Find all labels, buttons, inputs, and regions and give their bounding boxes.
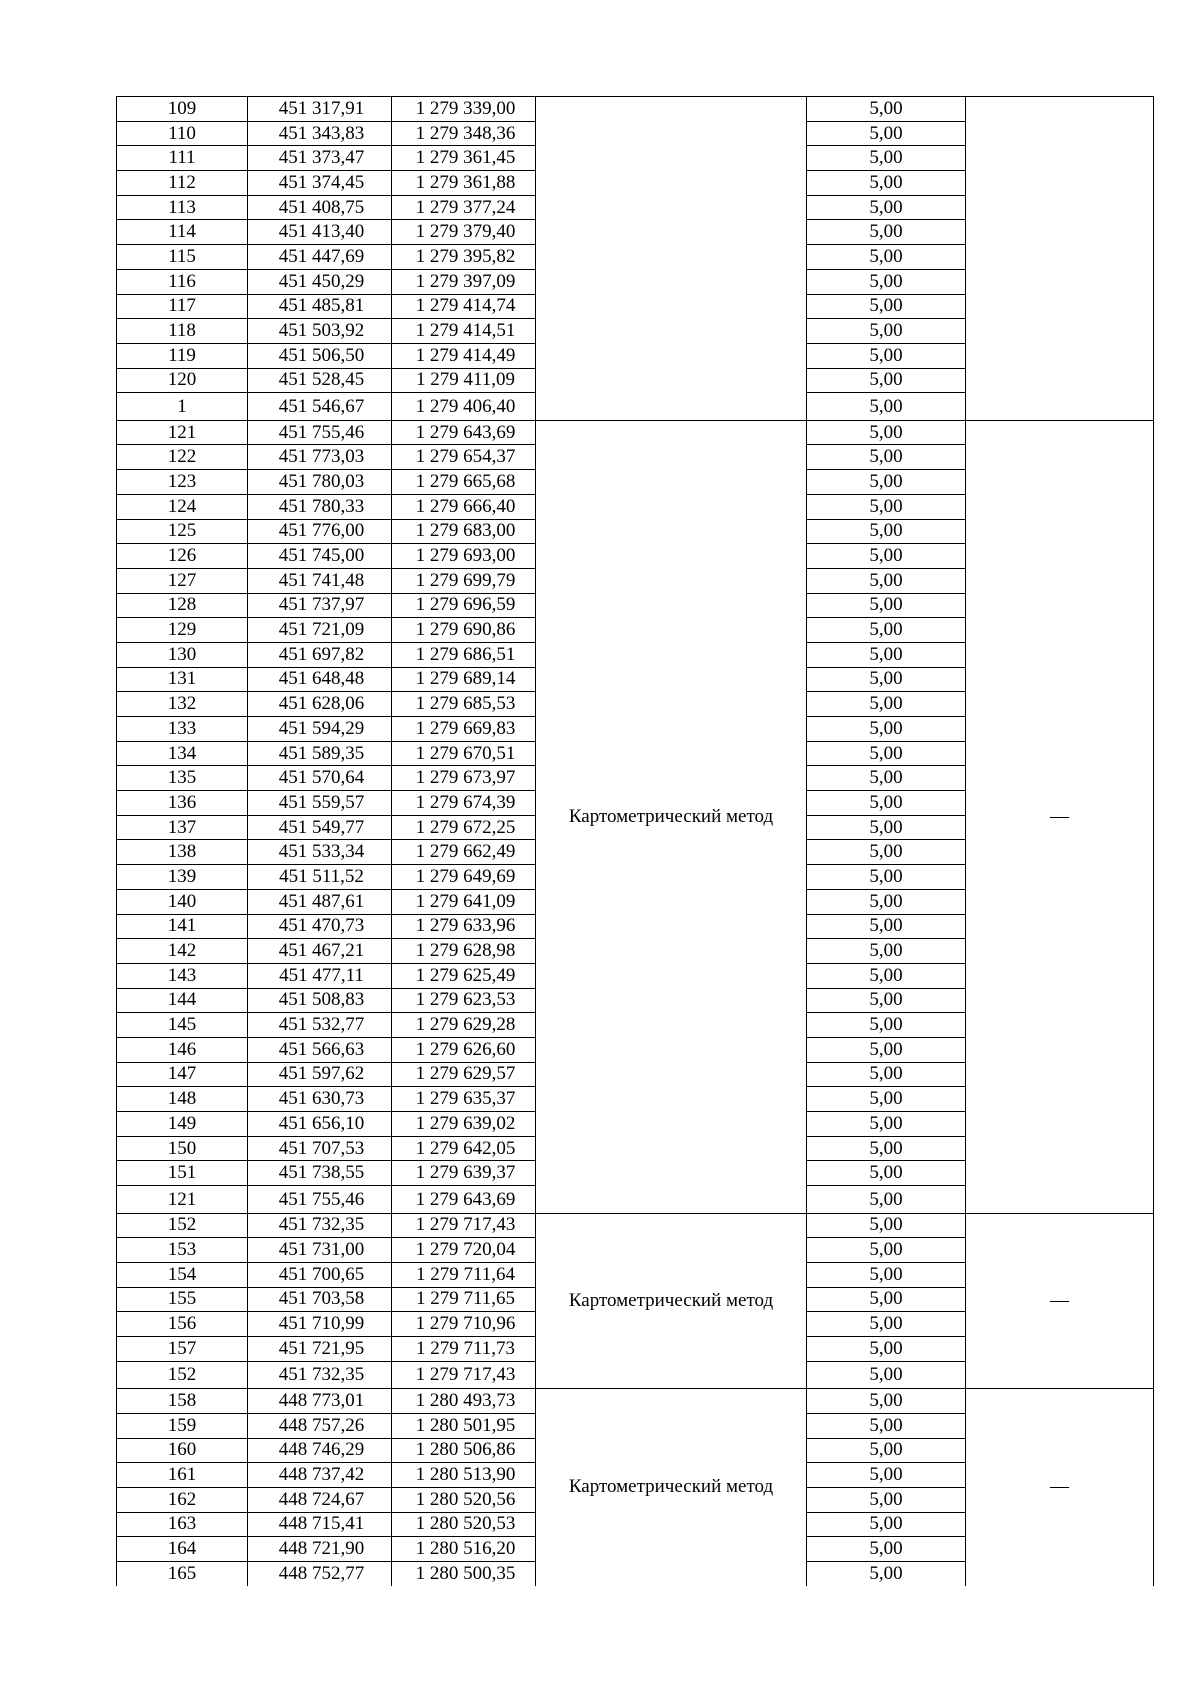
point-number-cell: 112 [117,171,248,196]
y-coordinate-cell: 1 279 635,37 [392,1087,536,1112]
y-coordinate-cell: 1 280 501,95 [392,1413,536,1438]
y-coordinate-cell: 1 280 513,90 [392,1463,536,1488]
point-number-cell: 154 [117,1262,248,1287]
accuracy-cell: 5,00 [807,519,966,544]
accuracy-cell: 5,00 [807,1337,966,1362]
point-number-cell: 143 [117,963,248,988]
point-number-cell: 152 [117,1213,248,1238]
point-number-cell: 159 [117,1413,248,1438]
y-coordinate-cell: 1 279 673,97 [392,766,536,791]
y-coordinate-cell: 1 279 361,45 [392,146,536,171]
point-number-cell: 136 [117,791,248,816]
point-number-cell: 129 [117,618,248,643]
y-coordinate-cell: 1 279 623,53 [392,988,536,1013]
accuracy-cell: 5,00 [807,1136,966,1161]
y-coordinate-cell: 1 279 685,53 [392,692,536,717]
point-number-cell: 162 [117,1487,248,1512]
point-number-cell: 141 [117,914,248,939]
point-number-cell: 111 [117,146,248,171]
accuracy-cell: 5,00 [807,470,966,495]
y-coordinate-cell: 1 279 414,74 [392,294,536,319]
x-coordinate-cell: 451 773,03 [248,445,392,470]
accuracy-cell: 5,00 [807,889,966,914]
y-coordinate-cell: 1 279 639,37 [392,1161,536,1186]
point-number-cell: 156 [117,1312,248,1337]
accuracy-cell: 5,00 [807,1312,966,1337]
coordinates-table [116,96,1154,1586]
point-number-cell: 115 [117,245,248,270]
y-coordinate-cell: 1 280 500,35 [392,1562,536,1586]
y-coordinate-cell: 1 279 414,51 [392,319,536,344]
point-number-cell: 127 [117,568,248,593]
x-coordinate-cell: 451 738,55 [248,1161,392,1186]
point-number-cell: 114 [117,220,248,245]
x-coordinate-cell: 448 746,29 [248,1438,392,1463]
y-coordinate-cell: 1 279 683,00 [392,519,536,544]
y-coordinate-cell: 1 279 686,51 [392,642,536,667]
table-row [117,1389,1154,1414]
x-coordinate-cell: 451 745,00 [248,544,392,569]
x-coordinate-cell: 451 721,95 [248,1337,392,1362]
point-number-cell: 130 [117,642,248,667]
accuracy-cell: 5,00 [807,692,966,717]
y-coordinate-cell: 1 279 674,39 [392,791,536,816]
accuracy-cell: 5,00 [807,914,966,939]
accuracy-cell: 5,00 [807,1361,966,1389]
accuracy-cell: 5,00 [807,1062,966,1087]
note-cell: — [966,420,1154,1213]
accuracy-cell: 5,00 [807,121,966,146]
point-number-cell: 164 [117,1537,248,1562]
y-coordinate-cell: 1 279 690,86 [392,618,536,643]
x-coordinate-cell: 451 570,64 [248,766,392,791]
x-coordinate-cell: 451 373,47 [248,146,392,171]
x-coordinate-cell: 448 737,42 [248,1463,392,1488]
y-coordinate-cell: 1 279 348,36 [392,121,536,146]
accuracy-cell: 5,00 [807,420,966,445]
accuracy-cell: 5,00 [807,1287,966,1312]
y-coordinate-cell: 1 279 643,69 [392,420,536,445]
y-coordinate-cell: 1 279 395,82 [392,245,536,270]
y-coordinate-cell: 1 279 720,04 [392,1238,536,1263]
x-coordinate-cell: 451 450,29 [248,269,392,294]
accuracy-cell: 5,00 [807,494,966,519]
x-coordinate-cell: 451 700,65 [248,1262,392,1287]
method-cell [536,97,807,421]
accuracy-cell: 5,00 [807,544,966,569]
x-coordinate-cell: 451 528,45 [248,368,392,393]
y-coordinate-cell: 1 279 649,69 [392,865,536,890]
y-coordinate-cell: 1 279 626,60 [392,1037,536,1062]
point-number-cell: 152 [117,1361,248,1389]
accuracy-cell: 5,00 [807,294,966,319]
x-coordinate-cell: 448 721,90 [248,1537,392,1562]
accuracy-cell: 5,00 [807,1161,966,1186]
point-number-cell: 155 [117,1287,248,1312]
point-number-cell: 132 [117,692,248,717]
y-coordinate-cell: 1 279 689,14 [392,667,536,692]
x-coordinate-cell: 451 447,69 [248,245,392,270]
point-number-cell: 160 [117,1438,248,1463]
x-coordinate-cell: 448 752,77 [248,1562,392,1586]
y-coordinate-cell: 1 279 411,09 [392,368,536,393]
y-coordinate-cell: 1 279 696,59 [392,593,536,618]
point-number-cell: 131 [117,667,248,692]
accuracy-cell: 5,00 [807,1389,966,1414]
y-coordinate-cell: 1 279 639,02 [392,1112,536,1137]
note-cell [966,97,1154,421]
x-coordinate-cell: 451 508,83 [248,988,392,1013]
accuracy-cell: 5,00 [807,1512,966,1537]
x-coordinate-cell: 451 317,91 [248,97,392,122]
x-coordinate-cell: 451 413,40 [248,220,392,245]
point-number-cell: 120 [117,368,248,393]
y-coordinate-cell: 1 280 516,20 [392,1537,536,1562]
point-number-cell: 119 [117,343,248,368]
table-row [117,420,1154,445]
x-coordinate-cell: 451 487,61 [248,889,392,914]
x-coordinate-cell: 451 506,50 [248,343,392,368]
y-coordinate-cell: 1 279 711,65 [392,1287,536,1312]
y-coordinate-cell: 1 279 693,00 [392,544,536,569]
accuracy-cell: 5,00 [807,1087,966,1112]
point-number-cell: 113 [117,195,248,220]
x-coordinate-cell: 451 732,35 [248,1213,392,1238]
x-coordinate-cell: 451 732,35 [248,1361,392,1389]
accuracy-cell: 5,00 [807,1037,966,1062]
coordinates-table-body [117,97,1154,1586]
accuracy-cell: 5,00 [807,245,966,270]
x-coordinate-cell: 451 470,73 [248,914,392,939]
accuracy-cell: 5,00 [807,963,966,988]
y-coordinate-cell: 1 280 520,53 [392,1512,536,1537]
x-coordinate-cell: 451 549,77 [248,815,392,840]
x-coordinate-cell: 451 532,77 [248,1013,392,1038]
point-number-cell: 138 [117,840,248,865]
y-coordinate-cell: 1 279 699,79 [392,568,536,593]
x-coordinate-cell: 451 467,21 [248,939,392,964]
accuracy-cell: 5,00 [807,988,966,1013]
x-coordinate-cell: 451 780,03 [248,470,392,495]
x-coordinate-cell: 448 715,41 [248,1512,392,1537]
y-coordinate-cell: 1 279 710,96 [392,1312,536,1337]
point-number-cell: 148 [117,1087,248,1112]
x-coordinate-cell: 451 566,63 [248,1037,392,1062]
x-coordinate-cell: 451 737,97 [248,593,392,618]
y-coordinate-cell: 1 279 629,57 [392,1062,536,1087]
x-coordinate-cell: 451 707,53 [248,1136,392,1161]
accuracy-cell: 5,00 [807,717,966,742]
accuracy-cell: 5,00 [807,368,966,393]
method-cell: Картометрический метод [536,1213,807,1389]
x-coordinate-cell: 451 741,48 [248,568,392,593]
point-number-cell: 125 [117,519,248,544]
note-cell: — [966,1389,1154,1586]
point-number-cell: 142 [117,939,248,964]
y-coordinate-cell: 1 279 641,09 [392,889,536,914]
accuracy-cell: 5,00 [807,1013,966,1038]
accuracy-cell: 5,00 [807,642,966,667]
note-cell: — [966,1213,1154,1389]
y-coordinate-cell: 1 279 361,88 [392,171,536,196]
point-number-cell: 135 [117,766,248,791]
accuracy-cell: 5,00 [807,766,966,791]
point-number-cell: 157 [117,1337,248,1362]
table-row [117,1213,1154,1238]
x-coordinate-cell: 451 780,33 [248,494,392,519]
accuracy-cell: 5,00 [807,593,966,618]
x-coordinate-cell: 451 721,09 [248,618,392,643]
point-number-cell: 146 [117,1037,248,1062]
x-coordinate-cell: 451 710,99 [248,1312,392,1337]
x-coordinate-cell: 451 503,92 [248,319,392,344]
accuracy-cell: 5,00 [807,1413,966,1438]
y-coordinate-cell: 1 279 414,49 [392,343,536,368]
x-coordinate-cell: 451 697,82 [248,642,392,667]
y-coordinate-cell: 1 279 717,43 [392,1361,536,1389]
x-coordinate-cell: 451 597,62 [248,1062,392,1087]
point-number-cell: 123 [117,470,248,495]
point-number-cell: 163 [117,1512,248,1537]
point-number-cell: 117 [117,294,248,319]
x-coordinate-cell: 451 731,00 [248,1238,392,1263]
point-number-cell: 145 [117,1013,248,1038]
accuracy-cell: 5,00 [807,343,966,368]
accuracy-cell: 5,00 [807,146,966,171]
x-coordinate-cell: 451 589,35 [248,741,392,766]
y-coordinate-cell: 1 279 628,98 [392,939,536,964]
point-number-cell: 121 [117,1186,248,1214]
accuracy-cell: 5,00 [807,1112,966,1137]
accuracy-cell: 5,00 [807,97,966,122]
point-number-cell: 110 [117,121,248,146]
accuracy-cell: 5,00 [807,741,966,766]
x-coordinate-cell: 451 559,57 [248,791,392,816]
point-number-cell: 147 [117,1062,248,1087]
y-coordinate-cell: 1 279 633,96 [392,914,536,939]
accuracy-cell: 5,00 [807,445,966,470]
accuracy-cell: 5,00 [807,319,966,344]
accuracy-cell: 5,00 [807,393,966,421]
x-coordinate-cell: 451 546,67 [248,393,392,421]
y-coordinate-cell: 1 279 672,25 [392,815,536,840]
y-coordinate-cell: 1 279 662,49 [392,840,536,865]
accuracy-cell: 5,00 [807,791,966,816]
y-coordinate-cell: 1 279 711,64 [392,1262,536,1287]
point-number-cell: 139 [117,865,248,890]
x-coordinate-cell: 451 656,10 [248,1112,392,1137]
y-coordinate-cell: 1 279 377,24 [392,195,536,220]
point-number-cell: 124 [117,494,248,519]
y-coordinate-cell: 1 279 339,00 [392,97,536,122]
x-coordinate-cell: 451 343,83 [248,121,392,146]
y-coordinate-cell: 1 279 717,43 [392,1213,536,1238]
y-coordinate-cell: 1 279 397,09 [392,269,536,294]
x-coordinate-cell: 451 485,81 [248,294,392,319]
y-coordinate-cell: 1 279 625,49 [392,963,536,988]
point-number-cell: 121 [117,420,248,445]
accuracy-cell: 5,00 [807,269,966,294]
x-coordinate-cell: 448 724,67 [248,1487,392,1512]
y-coordinate-cell: 1 279 666,40 [392,494,536,519]
accuracy-cell: 5,00 [807,815,966,840]
y-coordinate-cell: 1 279 379,40 [392,220,536,245]
accuracy-cell: 5,00 [807,1238,966,1263]
x-coordinate-cell: 451 630,73 [248,1087,392,1112]
x-coordinate-cell: 451 477,11 [248,963,392,988]
point-number-cell: 118 [117,319,248,344]
point-number-cell: 1 [117,393,248,421]
y-coordinate-cell: 1 279 643,69 [392,1186,536,1214]
x-coordinate-cell: 451 511,52 [248,865,392,890]
accuracy-cell: 5,00 [807,1262,966,1287]
point-number-cell: 144 [117,988,248,1013]
point-number-cell: 151 [117,1161,248,1186]
accuracy-cell: 5,00 [807,667,966,692]
accuracy-cell: 5,00 [807,171,966,196]
x-coordinate-cell: 448 757,26 [248,1413,392,1438]
y-coordinate-cell: 1 280 493,73 [392,1389,536,1414]
point-number-cell: 133 [117,717,248,742]
y-coordinate-cell: 1 279 654,37 [392,445,536,470]
accuracy-cell: 5,00 [807,865,966,890]
method-cell: Картометрический метод [536,1389,807,1586]
x-coordinate-cell: 451 628,06 [248,692,392,717]
point-number-cell: 128 [117,593,248,618]
x-coordinate-cell: 451 776,00 [248,519,392,544]
point-number-cell: 165 [117,1562,248,1586]
accuracy-cell: 5,00 [807,1487,966,1512]
accuracy-cell: 5,00 [807,1463,966,1488]
accuracy-cell: 5,00 [807,840,966,865]
accuracy-cell: 5,00 [807,939,966,964]
y-coordinate-cell: 1 279 711,73 [392,1337,536,1362]
y-coordinate-cell: 1 279 406,40 [392,393,536,421]
point-number-cell: 140 [117,889,248,914]
x-coordinate-cell: 448 773,01 [248,1389,392,1414]
accuracy-cell: 5,00 [807,1213,966,1238]
x-coordinate-cell: 451 594,29 [248,717,392,742]
accuracy-cell: 5,00 [807,195,966,220]
point-number-cell: 161 [117,1463,248,1488]
table-row [117,97,1154,122]
point-number-cell: 116 [117,269,248,294]
method-cell: Картометрический метод [536,420,807,1213]
y-coordinate-cell: 1 279 665,68 [392,470,536,495]
y-coordinate-cell: 1 279 642,05 [392,1136,536,1161]
point-number-cell: 158 [117,1389,248,1414]
y-coordinate-cell: 1 279 669,83 [392,717,536,742]
accuracy-cell: 5,00 [807,618,966,643]
y-coordinate-cell: 1 279 670,51 [392,741,536,766]
y-coordinate-cell: 1 280 520,56 [392,1487,536,1512]
x-coordinate-cell: 451 703,58 [248,1287,392,1312]
point-number-cell: 109 [117,97,248,122]
point-number-cell: 134 [117,741,248,766]
accuracy-cell: 5,00 [807,568,966,593]
x-coordinate-cell: 451 755,46 [248,420,392,445]
accuracy-cell: 5,00 [807,220,966,245]
x-coordinate-cell: 451 755,46 [248,1186,392,1214]
y-coordinate-cell: 1 280 506,86 [392,1438,536,1463]
x-coordinate-cell: 451 533,34 [248,840,392,865]
accuracy-cell: 5,00 [807,1438,966,1463]
y-coordinate-cell: 1 279 629,28 [392,1013,536,1038]
x-coordinate-cell: 451 648,48 [248,667,392,692]
point-number-cell: 153 [117,1238,248,1263]
x-coordinate-cell: 451 408,75 [248,195,392,220]
accuracy-cell: 5,00 [807,1186,966,1214]
point-number-cell: 150 [117,1136,248,1161]
point-number-cell: 126 [117,544,248,569]
point-number-cell: 122 [117,445,248,470]
accuracy-cell: 5,00 [807,1537,966,1562]
point-number-cell: 149 [117,1112,248,1137]
point-number-cell: 137 [117,815,248,840]
accuracy-cell: 5,00 [807,1562,966,1586]
x-coordinate-cell: 451 374,45 [248,171,392,196]
